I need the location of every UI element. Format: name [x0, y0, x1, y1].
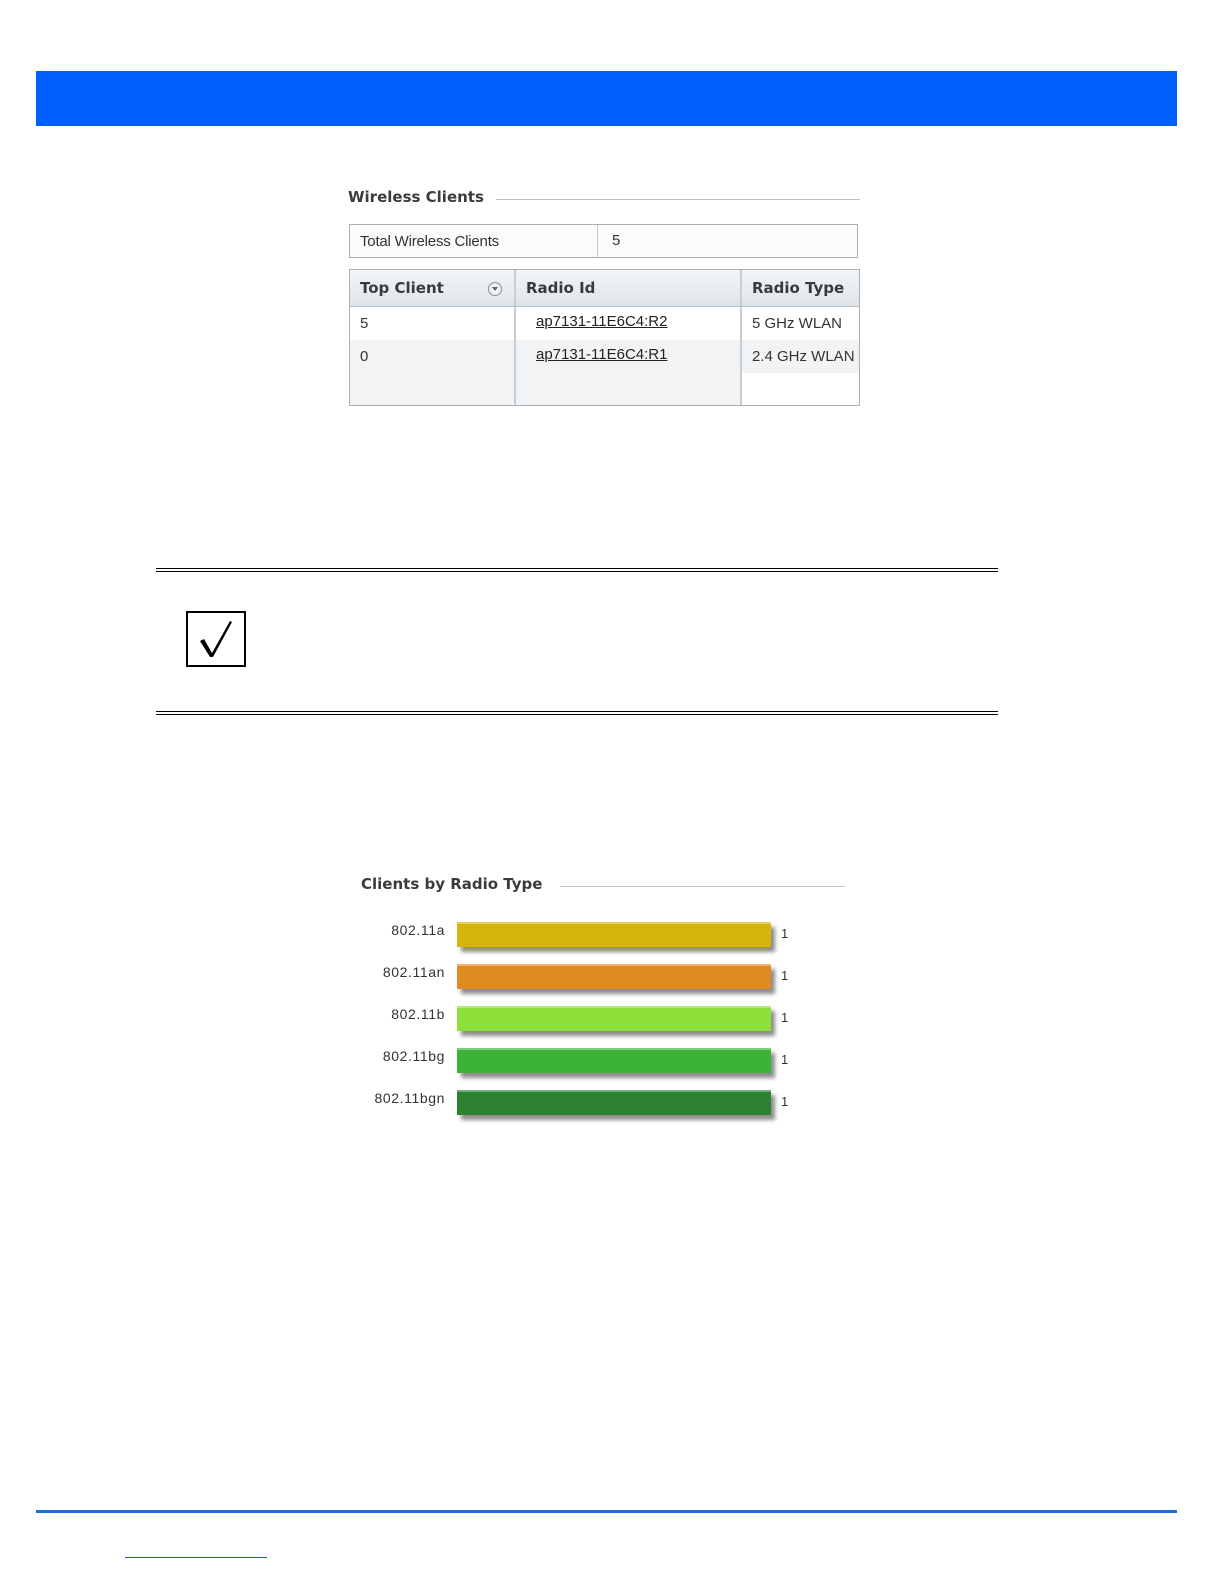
chart-title: Clients by Radio Type — [361, 875, 543, 893]
table-row — [350, 307, 859, 340]
section-divider — [496, 199, 860, 200]
total-wireless-clients-label: Total Wireless Clients — [350, 225, 598, 257]
bar-802-11bg[interactable] — [457, 1048, 771, 1073]
table-header-row — [350, 270, 859, 307]
checkmark-icon — [186, 611, 246, 667]
bar-value-label: 1 — [781, 1094, 789, 1109]
column-header-radio-type[interactable] — [742, 270, 859, 306]
empty-cell — [516, 373, 742, 406]
total-wireless-clients-box — [349, 224, 858, 258]
bar-value-label: 1 — [781, 1010, 789, 1025]
wireless-clients-title: Wireless Clients — [348, 188, 484, 206]
note-top-rule — [156, 568, 998, 572]
radio-id-link[interactable]: ap7131-11E6C4:R2 — [536, 313, 668, 330]
total-wireless-clients-value: 5 — [612, 232, 621, 249]
radio-id-link[interactable]: ap7131-11E6C4:R1 — [536, 346, 668, 363]
table-row — [350, 340, 859, 373]
bar-category-label: 802.11bgn — [374, 1090, 445, 1106]
bar-802-11bgn[interactable] — [457, 1090, 771, 1115]
bar-row — [361, 1048, 845, 1078]
bar-802-11a[interactable] — [457, 922, 771, 947]
section-divider — [560, 886, 845, 887]
empty-cell — [742, 373, 859, 406]
footer-rule — [36, 1510, 1177, 1513]
radio-id-cell — [516, 340, 742, 373]
radio-type-cell: 5 GHz WLAN — [752, 315, 843, 332]
radio-type-cell: 2.4 GHz WLAN — [752, 348, 855, 365]
column-header-label: Top Client — [360, 279, 444, 297]
top-client-cell: 0 — [350, 340, 516, 373]
bar-category-label: 802.11a — [391, 922, 445, 938]
bar-row — [361, 964, 845, 994]
bar-row — [361, 922, 845, 952]
bar-value-label: 1 — [781, 926, 789, 941]
wireless-clients-panel — [348, 186, 860, 365]
radio-id-cell — [516, 307, 742, 340]
column-header-radio-id[interactable] — [516, 270, 742, 306]
bar-value-label: 1 — [781, 968, 789, 983]
empty-table-row — [350, 373, 859, 406]
bar-category-label: 802.11b — [391, 1006, 445, 1022]
empty-cell — [350, 373, 516, 406]
bar-802-11b[interactable] — [457, 1006, 771, 1031]
bar-category-label: 802.11an — [382, 964, 445, 980]
column-header-label: Radio Type — [752, 279, 845, 297]
bar-category-label: 802.11bg — [382, 1048, 445, 1064]
wireless-clients-header — [348, 186, 860, 208]
note-bottom-rule — [156, 711, 998, 715]
top-banner — [36, 71, 1177, 126]
bar-row — [361, 1006, 845, 1036]
clients-by-radio-type-chart — [361, 873, 845, 1109]
footer-link-underline — [125, 1557, 267, 1558]
column-header-top-client[interactable] — [350, 270, 516, 306]
top-client-cell: 5 — [350, 307, 516, 340]
column-header-label: Radio Id — [526, 279, 596, 297]
sort-dropdown-icon[interactable] — [488, 282, 502, 296]
chart-header — [361, 873, 845, 895]
bar-value-label: 1 — [781, 1052, 789, 1067]
bar-row — [361, 1090, 845, 1120]
bar-802-11an[interactable] — [457, 964, 771, 989]
wireless-clients-table — [349, 269, 860, 406]
